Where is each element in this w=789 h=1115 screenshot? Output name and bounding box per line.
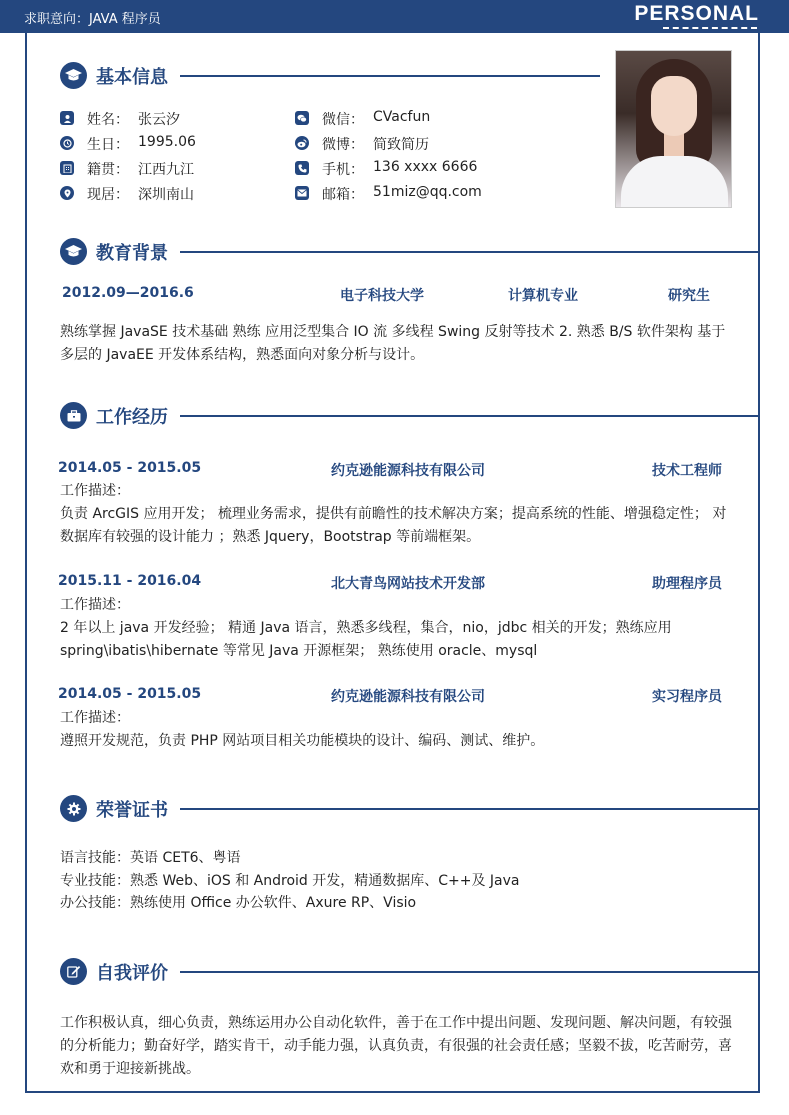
briefcase-icon — [60, 402, 87, 429]
info-wechat — [295, 109, 595, 129]
honor-item: 专业技能：熟悉 Web、iOS 和 Android 开发，精通数据库、C++及 Java — [60, 873, 520, 889]
info-value: 江西九江 — [138, 162, 194, 178]
info-label: 姓名： — [87, 112, 129, 128]
brand-underline — [663, 27, 757, 29]
edit-pen-icon — [60, 958, 87, 985]
info-label: 微信： — [322, 112, 364, 128]
work-desc-label: 工作描述： — [60, 597, 130, 613]
info-label: 现居： — [87, 187, 129, 203]
wechat-icon — [295, 111, 309, 125]
section-title: 工作经历 — [96, 407, 168, 428]
section-self-header — [60, 957, 760, 987]
info-value: 51miz@qq.com — [373, 184, 482, 200]
info-label: 邮箱： — [322, 187, 364, 203]
work-company: 约克逊能源科技有限公司 — [331, 463, 485, 479]
info-phone — [295, 159, 595, 179]
top-bar — [0, 0, 789, 33]
info-name — [60, 109, 280, 129]
section-title: 自我评价 — [96, 963, 168, 984]
edu-major: 计算机专业 — [508, 288, 578, 304]
work-role: 助理程序员 — [652, 576, 722, 592]
info-value: 136 xxxx 6666 — [373, 159, 478, 175]
weibo-icon — [295, 136, 309, 150]
job-intent: 求职意向：JAVA 程序员 — [24, 12, 161, 27]
info-value: 张云汐 — [138, 112, 180, 128]
brand-title: PERSONAL — [634, 2, 759, 25]
info-label: 籍贯： — [87, 162, 129, 178]
work-period: 2015.11 - 2016.04 — [58, 573, 202, 589]
profile-photo — [615, 50, 732, 208]
section-rule — [180, 808, 760, 810]
info-residence — [60, 184, 280, 204]
work-description: 2 年以上 java 开发经验； 精通 Java 语言，熟悉多线程，集合，nio，jdbc 相关的开发；熟练应用 spring\ibatis\hibernate 等常见 Java 开源框架； 熟练使用 oracle、mysql — [60, 620, 672, 659]
info-label: 手机： — [322, 162, 364, 178]
self-evaluation-text: 工作积极认真，细心负责，熟练运用办公自动化软件，善于在工作中提出问题、发现问题、解决问题，有较强的分析能力；勤奋好学，踏实肯干，动手能力强，认真负责，有很强的社会责任感；坚毅不拔，吃苦耐劳，喜欢和勇于迎接新挑战。 — [60, 1015, 732, 1077]
work-period: 2014.05 - 2015.05 — [58, 686, 202, 702]
honor-item: 办公技能：熟练使用 Office 办公软件、Axure RP、Visio — [60, 895, 417, 911]
info-value: 深圳南山 — [138, 187, 194, 203]
graduation-cap-icon — [60, 238, 87, 265]
work-period: 2014.05 - 2015.05 — [58, 460, 202, 476]
section-title: 荣誉证书 — [96, 800, 168, 821]
work-company: 约克逊能源科技有限公司 — [331, 689, 485, 705]
info-birth — [60, 134, 280, 154]
work-role: 实习程序员 — [652, 689, 722, 705]
user-icon — [60, 111, 74, 125]
section-honors-header — [60, 794, 760, 824]
honor-item: 语言技能：英语 CET6、粤语 — [60, 850, 241, 866]
info-email — [295, 184, 595, 204]
edu-school: 电子科技大学 — [340, 288, 424, 304]
info-label: 微博： — [322, 137, 364, 153]
work-company: 北大青鸟网站技术开发部 — [331, 576, 485, 592]
edu-degree: 研究生 — [668, 288, 710, 304]
photo-shirt — [621, 156, 728, 208]
info-value: 1995.06 — [138, 134, 196, 150]
envelope-icon — [295, 186, 309, 200]
work-role: 技术工程师 — [652, 463, 722, 479]
graduation-cap-icon — [60, 62, 87, 89]
section-education-header — [60, 237, 760, 267]
edu-period: 2012.09—2016.6 — [62, 285, 194, 301]
section-work-header — [60, 401, 760, 431]
section-rule — [180, 251, 760, 253]
work-desc-label: 工作描述： — [60, 483, 130, 499]
section-rule — [180, 75, 600, 77]
section-basic-header — [60, 61, 600, 91]
location-pin-icon — [60, 186, 74, 200]
gear-icon — [60, 795, 87, 822]
info-origin — [60, 159, 280, 179]
edu-description: 熟练掌握 JavaSE 技术基础 熟练 应用泛型集合 IO 流 多线程 Swing 反射等技术 2. 熟悉 B/S 软件架构 基于多层的 JavaEE 开发体系结构，熟悉面向对象分析与设计。 — [60, 324, 726, 363]
info-value: CVacfun — [373, 109, 431, 125]
info-label: 生日： — [87, 137, 129, 153]
work-description: 负责 ArcGIS 应用开发； 梳理业务需求，提供有前瞻性的技术解决方案；提高系统的性能、增强稳定性； 对数据库有较强的设计能力 ；熟悉 Jquery，Bootstrap 等前端框架。 — [60, 506, 727, 545]
section-rule — [180, 415, 760, 417]
clock-icon — [60, 136, 74, 150]
work-description: 遵照开发规范，负责 PHP 网站项目相关功能模块的设计、编码、测试、维护。 — [60, 733, 545, 749]
info-weibo — [295, 134, 595, 154]
section-title: 教育背景 — [96, 243, 168, 264]
work-desc-label: 工作描述： — [60, 710, 130, 726]
info-value: 简致简历 — [373, 137, 429, 153]
section-title: 基本信息 — [96, 67, 168, 88]
phone-icon — [295, 161, 309, 175]
section-rule — [180, 971, 760, 973]
building-icon — [60, 161, 74, 175]
photo-face — [651, 76, 697, 136]
